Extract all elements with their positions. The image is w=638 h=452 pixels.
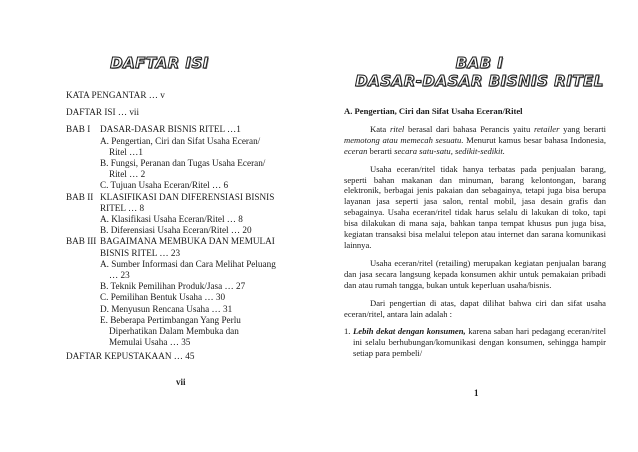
toc-chapter-title: BAGAIMANA MEMBUKA DAN MEMULAI	[100, 236, 275, 247]
toc-sub-entry: A. Klasifikasi Usaha Eceran/Ritel … 8	[100, 214, 243, 225]
page-number-left: vii	[176, 377, 186, 387]
toc-sub-entry: B. Fungsi, Peranan dan Tugas Usaha Eceran/	[100, 158, 266, 169]
toc-sub-entry-cont: Diperhatikan Dalam Membuka dan	[109, 326, 239, 337]
list-item-lead: Lebih dekat dengan konsumen,	[353, 326, 466, 337]
toc-sub-entry: C. Pemilihan Bentuk Usaha … 30	[100, 292, 226, 303]
list-number: 1.	[344, 326, 354, 337]
toc-sub-entry: D. Menyusun Rencana Usaha … 31	[100, 303, 233, 314]
paragraph-2: Usaha eceran/ritel tidak hanya terbatas pada penjualan barang, seperti bahan makanan dan minuman, barang kelontongan, barang elektronik, berbagai jenis pakaian dan sebagainya, tetapi juga bisa berupa layanan jasa seperti jasa salon, rental mobil, jasa desain grafis dan sebagainya. Usaha eceran/ritel tidak harus selalu di lakukan di toko, tapi bisa dilakukan di mana saja, bahkan tanpa tempat khusus pun juga bisa, kegiatan transaksi bisa melalui telepon atau internet dan sarana komunikasi lainnya.	[344, 163, 606, 250]
toc-entry-daftar-kepustakaan: DAFTAR KEPUSTAKAAN … 45	[66, 351, 195, 362]
text-run: Menurut kamus besar bahasa Indonesia,	[463, 134, 606, 145]
italic-term: memotong atau memecah sesuatu.	[344, 134, 464, 145]
list-item	[344, 326, 606, 359]
chapter-title: DASAR-DASAR BISNIS RITEL	[355, 72, 604, 90]
toc-sub-entry: A. Sumber Informasi dan Cara Melihat Peluang	[100, 258, 276, 269]
toc-chapter-title-cont: RITEL … 8	[100, 202, 145, 213]
toc-sub-entry-cont: Ritel …1	[109, 146, 143, 157]
text-run: berasal dari bahasa Perancis yaitu	[404, 123, 534, 134]
toc-chapter-title-cont: BISNIS RITEL … 23	[100, 247, 181, 258]
chapter-body	[344, 106, 606, 359]
paragraph-1	[344, 124, 606, 157]
toc-sub-entry-cont: Ritel … 2	[109, 169, 146, 180]
toc-chapter-title: KLASIFIKASI DAN DIFERENSIASI BISNIS	[100, 191, 275, 202]
toc-entry-daftar-isi: DAFTAR ISI … vii	[66, 107, 140, 118]
toc-sub-entry-cont: … 23	[109, 270, 130, 281]
paragraph-3: Usaha eceran/ritel (retailing) merupakan kegiatan penjualan barang dan jasa secara langsung kepada konsumen akhir untuk pemakaian pribadi dan atau rumah tangga, bukan untuk keperluan usaha/bisnis.	[344, 257, 606, 290]
italic-term: ritel	[389, 123, 405, 134]
italic-term: eceran	[344, 145, 368, 156]
toc-chapter-title: DASAR-DASAR BISNIS RITEL …1	[100, 124, 241, 135]
table-of-contents	[66, 90, 316, 363]
section-heading: A. Pengertian, Ciri dan Sifat Usaha Eceran/Ritel	[344, 106, 523, 116]
italic-term: secara satu-satu, sedikit-sedikit.	[394, 145, 505, 156]
toc-chapter-3	[66, 236, 316, 348]
toc-title: DAFTAR ISI	[110, 54, 209, 72]
toc-sub-entry: B. Teknik Pemilihan Produk/Jasa … 27	[100, 281, 246, 292]
chapter-label: BAB I	[455, 54, 504, 72]
toc-sub-entry: B. Diferensiasi Usaha Eceran/Ritel … 20	[100, 225, 252, 236]
text-run: Kata	[370, 123, 390, 134]
toc-chapter-number: BAB II	[66, 191, 94, 202]
toc-chapter-number: BAB III	[66, 236, 97, 247]
toc-sub-entry: A. Pengertian, Ciri dan Sifat Usaha Eceran/	[100, 135, 261, 146]
page-number-right: 1	[474, 388, 479, 398]
toc-chapter-number: BAB I	[66, 124, 91, 135]
toc-chapter-1	[66, 124, 316, 191]
toc-sub-entry: C. Tujuan Usaha Eceran/Ritel … 6	[100, 180, 229, 191]
toc-chapter-2	[66, 192, 316, 237]
text-run: berarti	[367, 145, 395, 156]
toc-sub-entry: E. Beberapa Pertimbangan Yang Perlu	[100, 314, 241, 325]
paragraph-4: Dari pengertian di atas, dapat dilihat bahwa ciri dan sifat usaha eceran/ritel, antara lain adalah :	[344, 297, 606, 319]
italic-term: retailer	[533, 123, 560, 134]
toc-sub-entry-cont: Memulai Usaha … 35	[109, 337, 191, 348]
toc-entry-kata-pengantar: KATA PENGANTAR … v	[66, 90, 165, 100]
text-run: yang berarti	[559, 123, 607, 134]
list-item-text: karena saban hari pedagang eceran/ritel ini selalu berhubungan/komunikasi dengan konsumen, sehingga hampir setiap para pembeli/	[353, 326, 607, 359]
